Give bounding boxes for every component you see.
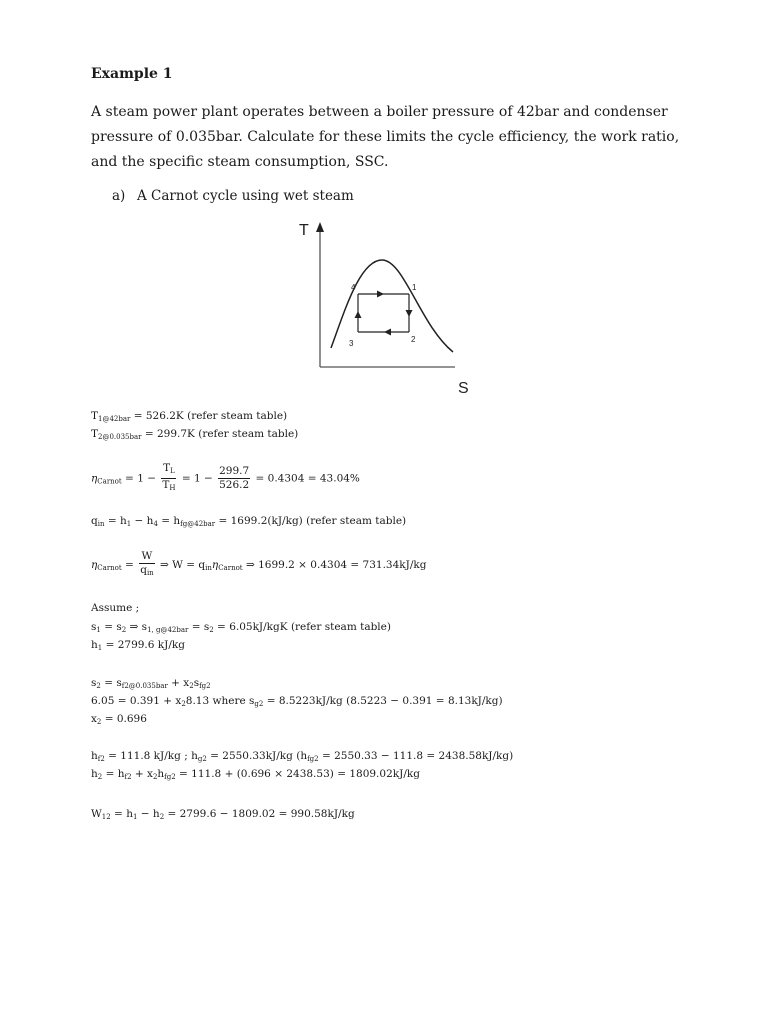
problem-statement: A steam power plant operates between a boiler pressure of 42bar and condenser pressure of 0.035bar. Calculate for these limits the cycle efficiency, the work ratio, and the specific steam consumption, SSC. [91,104,680,170]
arrow-down-icon [406,310,413,317]
arrow-left-icon [384,329,391,336]
part-a-label: a) [112,188,126,204]
t-axis-arrow-icon [316,222,324,232]
eq-enthalpy-h2: $h_2 = h_{f2} + x_2h_{fg2} = 111.8 + (0.696 \times 2438.53) = 1809.02kJ/kg$ [91,768,420,781]
s-axis-label: S [458,380,469,397]
example-title: Example 1 [91,66,173,82]
assume-label: Assume ; [91,602,140,614]
eq-enthalpy-hf2: $h_{f2} = 111.8$ kJ/kg ; $h_{g2} = 2550.33kJ/kg$ $(h_{fg2} = 2550.33 - 111.8 = 2438.58kJ/kg)$ [91,750,514,763]
ts-diagram [295,215,485,400]
eq-h1: $h_1 = 2799.6$ kJ/kg [91,639,185,652]
t-axis-label: T [299,222,309,239]
point-4-label: 4 [351,283,356,292]
eq-carnot-efficiency: $\eta_{Carnot} = 1$ − $\frac{T_L}{T_H}$ = 1 − $\frac{299.7}{526.2}$ = 0.4304 = 43.04% [91,462,360,492]
part-a-text: A Carnot cycle using wet steam [137,188,354,204]
eq-t2: $T_{2@0.035bar} = 299.7K$ (refer steam table) [91,428,299,441]
eq-heat-input: $q_{in} = h_1 - h_4 = h_{fg@42bar} = 1699.2(kJ/kg)$ (refer steam table) [91,515,407,528]
part-a [112,188,354,204]
eq-entropy-s2: $s_2 = s_{f2@0.035bar} + x_2s_{fg2}$ [91,677,211,690]
arrow-right-icon [377,291,384,298]
eq-entropy-s1: $s_1 = s_2$ ⇒ $s_{1, g@42bar} = s_2 = 6.05kJ/kgK$ (refer steam table) [91,621,391,634]
arrow-up-icon [355,311,362,318]
eq-t1: $T_{1@42bar} = 526.2K$ (refer steam table) [91,410,288,423]
point-3-label: 3 [349,339,354,348]
point-1-label: 1 [412,283,417,292]
eq-entropy-s2-numeric: $6.05 = 0.391 + x_28.13$ where $s_{g2} = 8.5223kJ/kg$ (8.5223 − 0.391 = 8.13kJ/kg) [91,695,503,708]
eq-work: $\eta_{Carnot}$ = $\frac{W}{q_{in}}$ ⇒ $W = q_{in}\eta_{Carnot}$ ⇒ 1699.2 × 0.4304 = 731.34kJ/kg [91,550,427,577]
eq-work-w12: $W_{12} = h_1 - h_2 = 2799.6 - 1809.02 = 990.58kJ/kg$ [91,808,355,821]
point-2-label: 2 [411,335,416,344]
eq-dryness-x2: $x_2 = 0.696$ [91,713,147,726]
